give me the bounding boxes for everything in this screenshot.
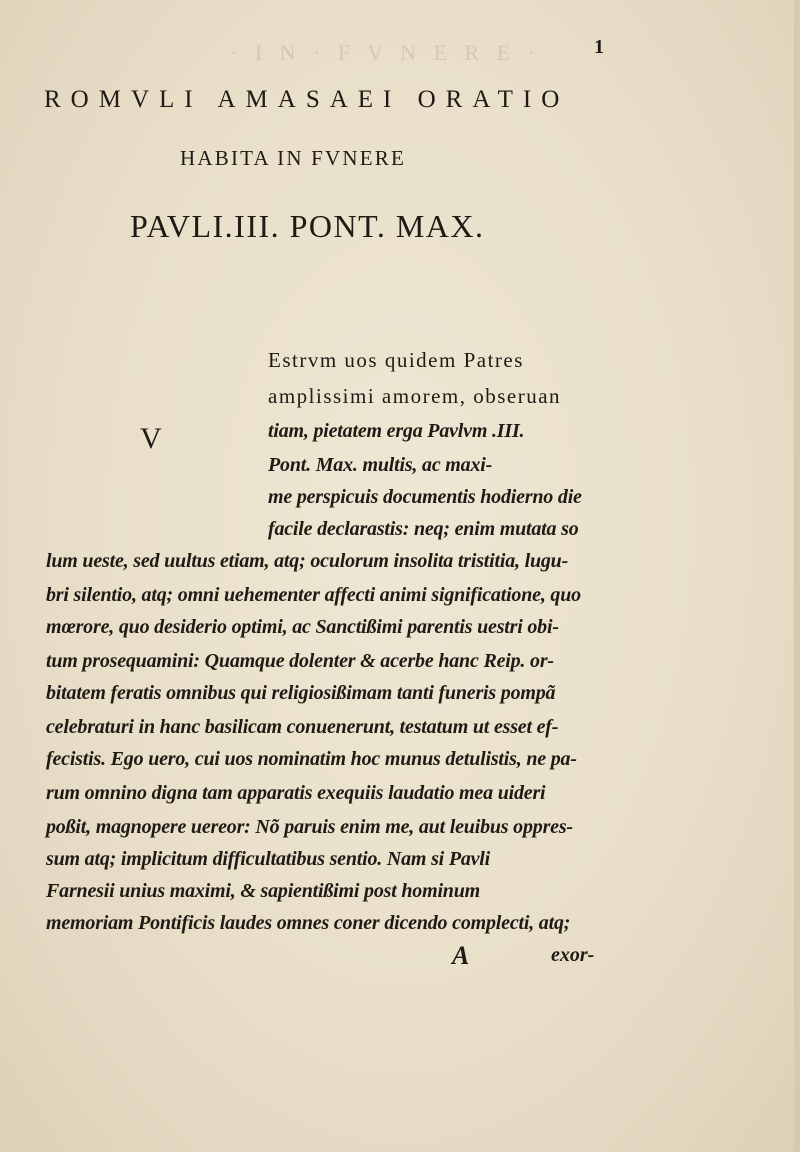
text-line: amplissimi amorem, obseruan — [268, 384, 562, 408]
text-line: celebraturi in hanc basilicam conuenerunt, testatum ut esset ef- — [46, 716, 559, 738]
catchword: exor- — [551, 944, 595, 966]
page-number: 1 — [594, 36, 604, 58]
oration-title-line1: ROMVLI AMASAEI ORATIO — [44, 86, 570, 113]
page-edge — [794, 0, 800, 1152]
text-line: Pont. Max. multis, ac maxi- — [268, 454, 493, 476]
show-through-text: · I N · F V N E R E · — [230, 40, 541, 65]
text-line: Estrvm uos quidem Patres — [268, 348, 524, 372]
text-line: sum atq; implicitum difficultatibus sentio. Nam si Pavli — [46, 848, 491, 870]
text-line: lum ueste, sed uultus etiam, atq; oculorum insolita tristitia, lugu- — [46, 550, 569, 572]
text-line: bitatem feratis omnibus qui religiosißimam tanti funeris pompã — [46, 682, 556, 704]
drop-cap-initial: V — [140, 422, 162, 455]
text-line: me perspicuis documentis hodierno die — [268, 486, 582, 508]
text-line: facile declarastis: neq; enim mutata so — [268, 518, 579, 540]
oration-title-line3: PAVLI.III. PONT. MAX. — [130, 208, 485, 244]
oration-title-line2: HABITA IN FVNERE — [180, 146, 407, 170]
text-line: fecistis. Ego uero, cui uos nominatim hoc munus detulistis, ne pa- — [46, 748, 577, 770]
text-line: Farnesii unius maximi, & sapientißimi post hominum — [46, 880, 481, 902]
signature-mark: A — [452, 941, 470, 970]
text-line: tiam, pietatem erga Pavlvm .III. — [268, 420, 525, 442]
text-line: mœrore, quo desiderio optimi, ac Sanctißimi parentis uestri obi- — [46, 616, 559, 638]
text-line: memoriam Pontificis laudes omnes coner dicendo complecti, atq; — [46, 912, 571, 934]
text-line: tum prosequamini: Quamque dolenter & acerbe hanc Reip. or- — [46, 650, 554, 672]
text-line: poßit, magnopere uereor: Nõ paruis enim me, aut leuibus oppres- — [46, 816, 573, 838]
text-line: bri silentio, atq; omni uehementer affecti animi significatione, quo — [46, 584, 581, 606]
text-line: rum omnino digna tam apparatis exequiis laudatio mea uideri — [46, 782, 546, 804]
